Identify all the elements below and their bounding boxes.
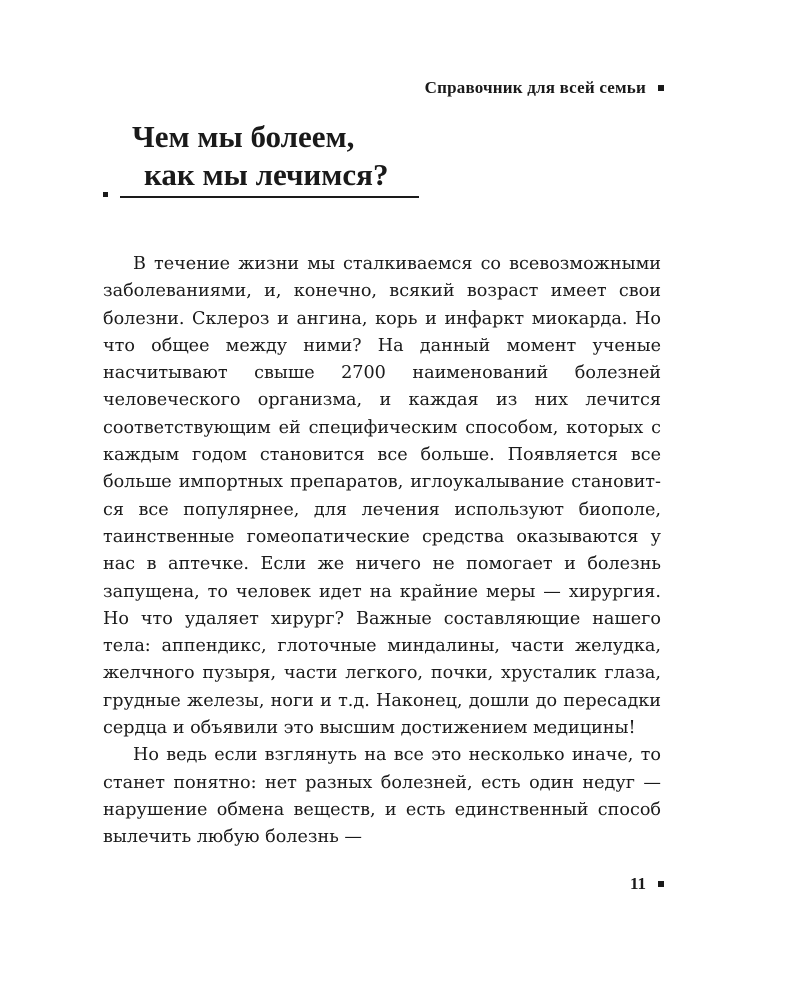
chapter-title-line-1: Чем мы болеем, [132,119,355,154]
square-bullet-icon [103,192,108,197]
chapter-title-line-2: как мы лечимся? [144,157,389,192]
page-footer [630,874,664,894]
page-number: 11 [629,874,646,893]
chapter-title [132,118,388,194]
running-title: Справочник для всей семьи [424,78,646,97]
title-underline-rule [120,196,419,198]
body-text [103,251,661,852]
running-header [425,78,664,98]
paragraph-1: В течение жизни мы сталкиваемся со всевозможными заболеваниями, и, конечно, всякий возраст имеет свои болезни. Склероз и ангина, корь и инфаркт миокарда. Но что общее между ними? На данный момент ученые насчитывают свыше 2700 наименований болезней человеческого организма, и каждая из них лечится соответствующим ей специфическим способом, которых с каждым годом становится все больше. Появляется все больше импортных препаратов, иглоукалывание становится все популярнее, для лечения используют биополе, таинственные гомеопатические средства оказываются у нас в аптечке. Если же ничего не помогает и болезнь запущена, то человек идет на крайние меры — хирургия. Но что удаляет хирург? Важные составляющие нашего тела: аппендикс, глоточные миндалины, части желудка, желчного пузыря, части легкого, почки, хрусталик глаза, грудные железы, ноги и т.д. Наконец, дошли до пересадки сердца и объявили это высшим достижением медицины! [103,254,661,739]
paragraph-2: Но ведь если взглянуть на все это несколько иначе, то станет понятно: нет разных болезней, есть один недуг — нарушение обмена веществ, и есть единственный способ вылечить любую болезнь — [103,745,661,848]
square-bullet-icon [658,85,664,91]
square-bullet-icon [658,881,664,887]
